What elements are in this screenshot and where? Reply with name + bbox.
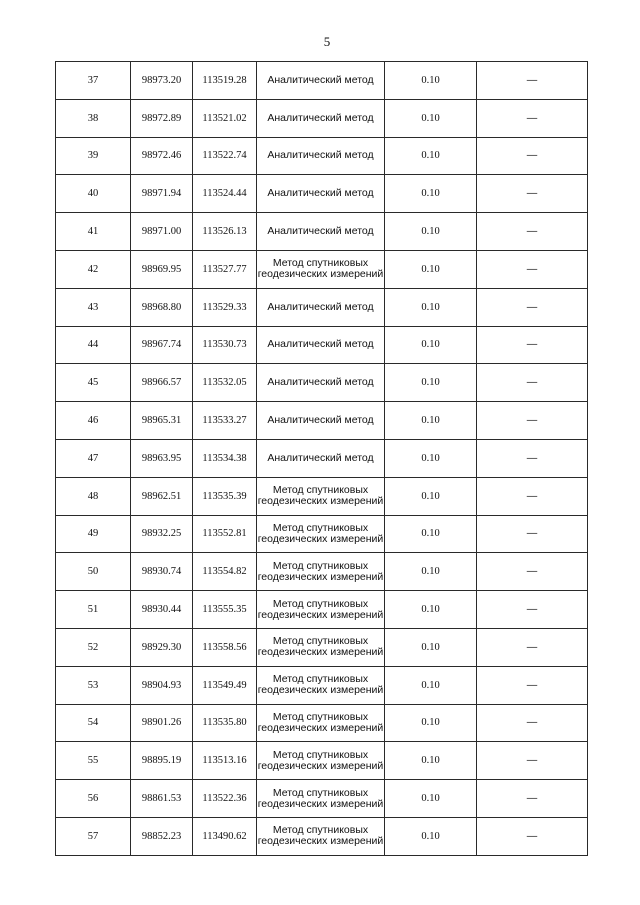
point-number-cell: 54	[56, 704, 131, 742]
table-row	[56, 742, 588, 780]
point-number-cell: 39	[56, 137, 131, 175]
method-cell: Аналитический метод	[257, 439, 385, 477]
point-number-cell: 46	[56, 402, 131, 440]
x-coordinate-cell: 98904.93	[131, 666, 193, 704]
table-row	[56, 288, 588, 326]
accuracy-cell: 0.10	[385, 364, 477, 402]
accuracy-cell: 0.10	[385, 213, 477, 251]
point-number-cell: 53	[56, 666, 131, 704]
accuracy-cell: 0.10	[385, 666, 477, 704]
method-cell: Метод спутниковых геодезических измерений	[257, 250, 385, 288]
coordinates-table-body	[56, 62, 588, 856]
point-number-cell: 49	[56, 515, 131, 553]
table-row	[56, 439, 588, 477]
accuracy-cell: 0.10	[385, 553, 477, 591]
table-row	[56, 591, 588, 629]
accuracy-cell: 0.10	[385, 99, 477, 137]
table-row	[56, 137, 588, 175]
point-number-cell: 51	[56, 591, 131, 629]
x-coordinate-cell: 98971.00	[131, 213, 193, 251]
table-row	[56, 326, 588, 364]
accuracy-cell: 0.10	[385, 591, 477, 629]
y-coordinate-cell: 113532.05	[193, 364, 257, 402]
accuracy-cell: 0.10	[385, 515, 477, 553]
note-cell: —	[477, 326, 588, 364]
method-cell: Аналитический метод	[257, 175, 385, 213]
note-cell: —	[477, 213, 588, 251]
point-number-cell: 48	[56, 477, 131, 515]
accuracy-cell: 0.10	[385, 62, 477, 100]
note-cell: —	[477, 288, 588, 326]
table-row	[56, 62, 588, 100]
accuracy-cell: 0.10	[385, 780, 477, 818]
table-row	[56, 402, 588, 440]
point-number-cell: 47	[56, 439, 131, 477]
method-cell: Аналитический метод	[257, 288, 385, 326]
note-cell: —	[477, 628, 588, 666]
method-cell: Аналитический метод	[257, 137, 385, 175]
method-cell: Аналитический метод	[257, 99, 385, 137]
table-row	[56, 553, 588, 591]
x-coordinate-cell: 98965.31	[131, 402, 193, 440]
accuracy-cell: 0.10	[385, 137, 477, 175]
point-number-cell: 52	[56, 628, 131, 666]
table-row	[56, 99, 588, 137]
note-cell: —	[477, 817, 588, 855]
point-number-cell: 45	[56, 364, 131, 402]
method-cell: Метод спутниковых геодезических измерений	[257, 477, 385, 515]
point-number-cell: 56	[56, 780, 131, 818]
point-number-cell: 41	[56, 213, 131, 251]
table-row	[56, 780, 588, 818]
y-coordinate-cell: 113558.56	[193, 628, 257, 666]
method-cell: Метод спутниковых геодезических измерений	[257, 780, 385, 818]
x-coordinate-cell: 98972.89	[131, 99, 193, 137]
method-cell: Аналитический метод	[257, 326, 385, 364]
note-cell: —	[477, 704, 588, 742]
coordinates-table	[55, 61, 588, 856]
note-cell: —	[477, 250, 588, 288]
y-coordinate-cell: 113522.74	[193, 137, 257, 175]
point-number-cell: 50	[56, 553, 131, 591]
method-cell: Метод спутниковых геодезических измерений	[257, 666, 385, 704]
accuracy-cell: 0.10	[385, 628, 477, 666]
x-coordinate-cell: 98901.26	[131, 704, 193, 742]
y-coordinate-cell: 113527.77	[193, 250, 257, 288]
x-coordinate-cell: 98966.57	[131, 364, 193, 402]
note-cell: —	[477, 137, 588, 175]
method-cell: Метод спутниковых геодезических измерений	[257, 553, 385, 591]
x-coordinate-cell: 98971.94	[131, 175, 193, 213]
note-cell: —	[477, 742, 588, 780]
point-number-cell: 57	[56, 817, 131, 855]
point-number-cell: 44	[56, 326, 131, 364]
y-coordinate-cell: 113521.02	[193, 99, 257, 137]
y-coordinate-cell: 113529.33	[193, 288, 257, 326]
table-row	[56, 817, 588, 855]
x-coordinate-cell: 98973.20	[131, 62, 193, 100]
y-coordinate-cell: 113533.27	[193, 402, 257, 440]
accuracy-cell: 0.10	[385, 439, 477, 477]
point-number-cell: 55	[56, 742, 131, 780]
note-cell: —	[477, 477, 588, 515]
table-row	[56, 213, 588, 251]
y-coordinate-cell: 113535.80	[193, 704, 257, 742]
point-number-cell: 40	[56, 175, 131, 213]
table-row	[56, 364, 588, 402]
table-row	[56, 515, 588, 553]
y-coordinate-cell: 113534.38	[193, 439, 257, 477]
y-coordinate-cell: 113519.28	[193, 62, 257, 100]
point-number-cell: 42	[56, 250, 131, 288]
method-cell: Аналитический метод	[257, 402, 385, 440]
note-cell: —	[477, 553, 588, 591]
accuracy-cell: 0.10	[385, 250, 477, 288]
y-coordinate-cell: 113522.36	[193, 780, 257, 818]
note-cell: —	[477, 780, 588, 818]
point-number-cell: 38	[56, 99, 131, 137]
note-cell: —	[477, 439, 588, 477]
accuracy-cell: 0.10	[385, 817, 477, 855]
method-cell: Метод спутниковых геодезических измерений	[257, 704, 385, 742]
y-coordinate-cell: 113526.13	[193, 213, 257, 251]
table-row	[56, 175, 588, 213]
x-coordinate-cell: 98861.53	[131, 780, 193, 818]
method-cell: Метод спутниковых геодезических измерений	[257, 628, 385, 666]
note-cell: —	[477, 175, 588, 213]
note-cell: —	[477, 515, 588, 553]
table-row	[56, 628, 588, 666]
note-cell: —	[477, 591, 588, 629]
accuracy-cell: 0.10	[385, 326, 477, 364]
table-row	[56, 704, 588, 742]
method-cell: Аналитический метод	[257, 213, 385, 251]
page-number: 5	[323, 34, 331, 49]
x-coordinate-cell: 98929.30	[131, 628, 193, 666]
y-coordinate-cell: 113552.81	[193, 515, 257, 553]
method-cell: Метод спутниковых геодезических измерений	[257, 817, 385, 855]
x-coordinate-cell: 98968.80	[131, 288, 193, 326]
note-cell: —	[477, 364, 588, 402]
y-coordinate-cell: 113490.62	[193, 817, 257, 855]
x-coordinate-cell: 98967.74	[131, 326, 193, 364]
y-coordinate-cell: 113524.44	[193, 175, 257, 213]
note-cell: —	[477, 62, 588, 100]
x-coordinate-cell: 98972.46	[131, 137, 193, 175]
accuracy-cell: 0.10	[385, 175, 477, 213]
accuracy-cell: 0.10	[385, 704, 477, 742]
y-coordinate-cell: 113555.35	[193, 591, 257, 629]
x-coordinate-cell: 98962.51	[131, 477, 193, 515]
x-coordinate-cell: 98852.23	[131, 817, 193, 855]
accuracy-cell: 0.10	[385, 402, 477, 440]
method-cell: Метод спутниковых геодезических измерений	[257, 515, 385, 553]
x-coordinate-cell: 98932.25	[131, 515, 193, 553]
accuracy-cell: 0.10	[385, 288, 477, 326]
accuracy-cell: 0.10	[385, 477, 477, 515]
y-coordinate-cell: 113535.39	[193, 477, 257, 515]
point-number-cell: 43	[56, 288, 131, 326]
note-cell: —	[477, 99, 588, 137]
table-row	[56, 477, 588, 515]
method-cell: Метод спутниковых геодезических измерений	[257, 742, 385, 780]
table-row	[56, 666, 588, 704]
method-cell: Метод спутниковых геодезических измерений	[257, 591, 385, 629]
y-coordinate-cell: 113513.16	[193, 742, 257, 780]
x-coordinate-cell: 98930.74	[131, 553, 193, 591]
x-coordinate-cell: 98930.44	[131, 591, 193, 629]
y-coordinate-cell: 113530.73	[193, 326, 257, 364]
method-cell: Аналитический метод	[257, 364, 385, 402]
note-cell: —	[477, 402, 588, 440]
x-coordinate-cell: 98963.95	[131, 439, 193, 477]
point-number-cell: 37	[56, 62, 131, 100]
x-coordinate-cell: 98969.95	[131, 250, 193, 288]
y-coordinate-cell: 113554.82	[193, 553, 257, 591]
table-row	[56, 250, 588, 288]
note-cell: —	[477, 666, 588, 704]
method-cell: Аналитический метод	[257, 62, 385, 100]
x-coordinate-cell: 98895.19	[131, 742, 193, 780]
accuracy-cell: 0.10	[385, 742, 477, 780]
y-coordinate-cell: 113549.49	[193, 666, 257, 704]
